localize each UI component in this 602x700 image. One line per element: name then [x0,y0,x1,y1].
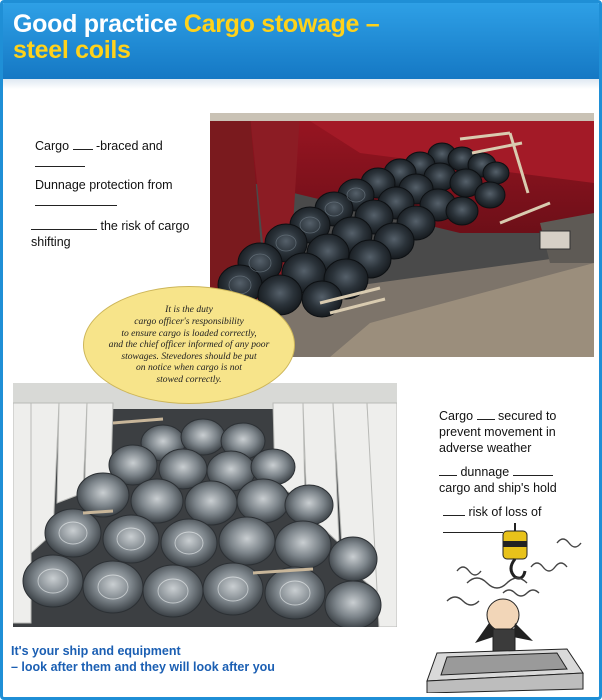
note-dunnage-hold [439,463,557,496]
page-title-line2: steel coils [13,36,131,64]
bubble-line: to ensure cargo is loaded correctly, [121,327,257,339]
header-divider [3,79,599,89]
container-photo-illustration [13,383,397,627]
bubble-line: stowed correctly. [156,373,222,385]
note-text: the risk of cargo [100,219,190,233]
bubble-line: cargo officer's responsibility [134,316,244,328]
crane-hook-icon [503,523,527,578]
note-text: Cargo [439,409,474,423]
note-dunnage-protection [35,177,173,210]
note-text: adverse weather [439,441,532,455]
title-cargo-stowage: Cargo stowage – [183,10,380,38]
blank-line [513,463,553,476]
blank-line [73,137,93,150]
note-text: prevent movement in [439,425,556,439]
bubble-line: stowages. Stevedores should be put [121,350,257,362]
note-text: risk of loss of [468,505,542,519]
bubble-line: and the chief officer informed of any poor [108,339,270,351]
note-text: Cargo [35,139,70,153]
footer-line-1: It's your ship and equipment [11,644,181,658]
blank-line [439,463,457,476]
note-text: cargo and ship's hold [439,481,557,495]
bubble-line: on notice when cargo is not [136,362,242,374]
title-good-practice: Good practice [13,10,178,38]
blank-line [443,503,465,516]
note-text: Dunnage protection from [35,178,173,192]
note-risk-shifting [31,217,189,250]
cartoon-falling-coil [407,523,597,693]
cartoon-illustration [407,523,597,693]
note-text: shifting [31,235,71,249]
header-banner [3,3,599,79]
note-text: secured to [498,409,557,423]
blank-line [477,407,495,420]
cartoon-figure [475,599,533,653]
note-cargo-braced [35,137,163,171]
footer-line-2: – look after them and they will look after you [11,660,275,674]
photo-container-wire-coils [13,383,397,627]
note-text: dunnage [460,465,510,479]
blank-line [35,193,117,206]
open-container-box [427,649,583,693]
footer-slogan [11,643,275,675]
note-text: -braced and [96,139,163,153]
blank-line [31,217,97,230]
bubble-line: It is the duty [165,304,213,316]
officer-responsibility-bubble [83,286,295,404]
page-title-line1 [13,11,379,37]
note-cargo-secured [439,407,556,456]
blank-line [35,154,85,167]
